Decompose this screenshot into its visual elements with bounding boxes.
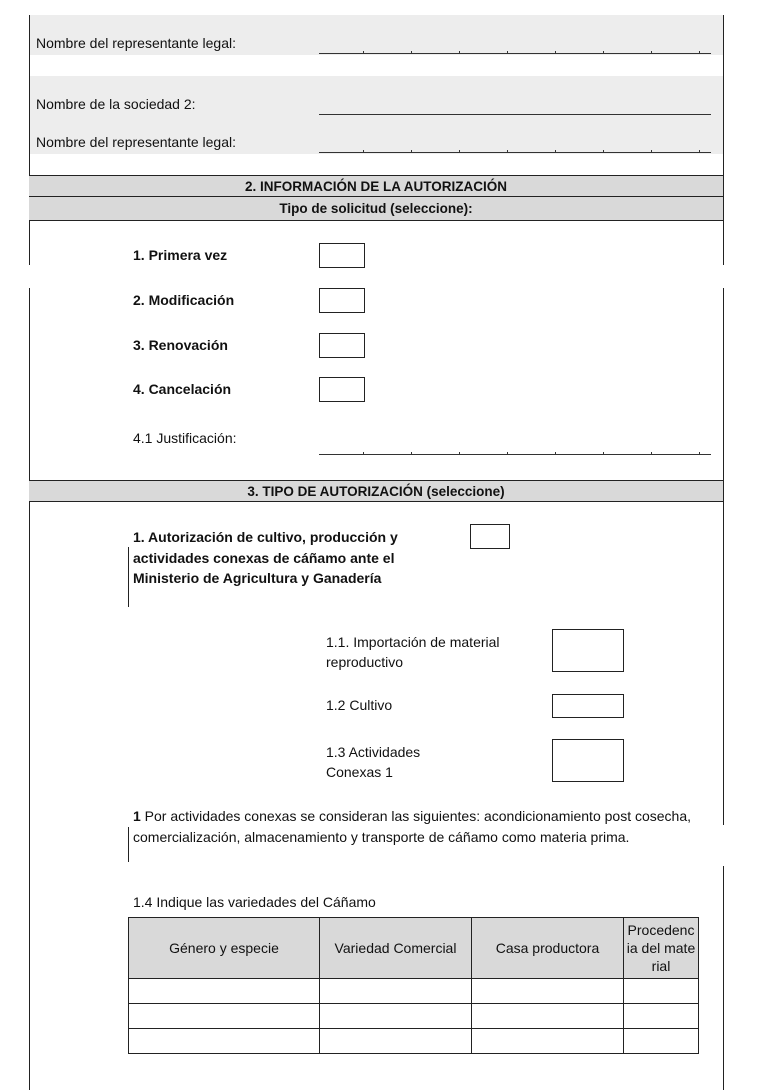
table-cell[interactable]	[624, 1004, 699, 1029]
right-border-mid	[723, 288, 724, 478]
table-cell[interactable]	[129, 1029, 320, 1054]
rep2-label: Nombre del representante legal:	[36, 134, 237, 150]
table-cell[interactable]	[472, 1004, 624, 1029]
sub-option-cultivation-label: 1.2 Cultivo	[326, 697, 393, 713]
option-modification-checkbox[interactable]	[319, 288, 365, 313]
option-first-time-checkbox[interactable]	[319, 243, 365, 268]
footnote-margin	[128, 827, 129, 862]
table-cell[interactable]	[624, 979, 699, 1004]
table-cell[interactable]	[320, 1004, 472, 1029]
varieties-label: 1.4 Indique las variedades del Cáñamo	[133, 894, 376, 910]
table-cell[interactable]	[472, 979, 624, 1004]
option-cancellation-label: 4. Cancelación	[133, 381, 232, 397]
sub-option-import-label: 1.1. Importación de material reproductivo	[326, 634, 500, 670]
table-cell[interactable]	[320, 979, 472, 1004]
cell-input[interactable]	[625, 1005, 697, 1027]
table-row	[129, 1004, 699, 1029]
table-cell[interactable]	[472, 1029, 624, 1054]
header-producer: Casa productora	[472, 918, 624, 979]
sub-option-cultivation-checkbox[interactable]	[552, 694, 624, 718]
cell-input[interactable]	[473, 1030, 622, 1052]
rep1-label: Nombre del representante legal:	[36, 35, 237, 51]
cell-input[interactable]	[625, 1030, 697, 1052]
footnote-marker: 1	[133, 808, 141, 824]
justification-label: 4.1 Justificación:	[133, 430, 237, 446]
sub-option-related-label: 1.3 Actividades Conexas 1	[326, 744, 421, 780]
footnote-text: Por actividades conexas se consideran las siguientes: acondicionamiento post cosecha, comercialización, almacenamiento y transporte de cáñamo como materia prima.	[133, 808, 692, 845]
option-renewal-checkbox[interactable]	[319, 333, 365, 358]
left-border-mid	[29, 288, 30, 478]
cell-input[interactable]	[321, 980, 470, 1002]
footnote	[133, 806, 711, 847]
table-cell[interactable]	[624, 1029, 699, 1054]
header-origin: Procedencia del material	[624, 918, 699, 979]
table-row	[129, 1029, 699, 1054]
cell-input[interactable]	[625, 980, 697, 1002]
main-option-margin	[128, 547, 129, 607]
cell-input[interactable]	[473, 980, 622, 1002]
option-modification-label: 2. Modificación	[133, 292, 235, 308]
cell-input[interactable]	[321, 1005, 470, 1027]
sub-option-import-checkbox[interactable]	[552, 629, 624, 672]
rep1-field[interactable]	[319, 53, 711, 54]
main-option-checkbox[interactable]	[470, 524, 510, 549]
table-cell[interactable]	[320, 1029, 472, 1054]
cell-input[interactable]	[130, 1005, 318, 1027]
left-border-bottom	[29, 478, 30, 1090]
justification-field[interactable]	[319, 454, 711, 455]
company2-field[interactable]	[319, 114, 711, 115]
table-row	[129, 979, 699, 1004]
option-renewal-label: 3. Renovación	[133, 337, 228, 353]
cell-input[interactable]	[473, 1005, 622, 1027]
option-cancellation-checkbox[interactable]	[319, 377, 365, 402]
table-header-row	[129, 918, 699, 979]
varieties-table	[128, 917, 699, 1054]
table-cell[interactable]	[129, 979, 320, 1004]
right-border-lower	[723, 478, 724, 825]
header-commercial-variety: Variedad Comercial	[320, 918, 472, 979]
section2-subtitle: Tipo de solicitud (seleccione):	[29, 197, 723, 221]
option-first-time-label: 1. Primera vez	[133, 247, 228, 263]
cell-input[interactable]	[321, 1030, 470, 1052]
header-genus-species: Género y especie	[129, 918, 320, 979]
cell-input[interactable]	[130, 980, 318, 1002]
right-border-top	[723, 15, 724, 265]
company2-label: Nombre de la sociedad 2:	[36, 96, 196, 112]
table-cell[interactable]	[129, 1004, 320, 1029]
sub-option-related-checkbox[interactable]	[552, 739, 624, 782]
section2-title: 2. INFORMACIÓN DE LA AUTORIZACIÓN	[29, 175, 723, 197]
cell-input[interactable]	[130, 1030, 318, 1052]
rep2-field[interactable]	[319, 152, 711, 153]
section3-title: 3. TIPO DE AUTORIZACIÓN (seleccione)	[29, 480, 723, 502]
main-option-label: 1. Autorización de cultivo, producción y actividades conexas de cáñamo ante el Ministerio de Agricultura y Ganadería	[133, 529, 398, 586]
right-border-bottom	[723, 866, 724, 1090]
